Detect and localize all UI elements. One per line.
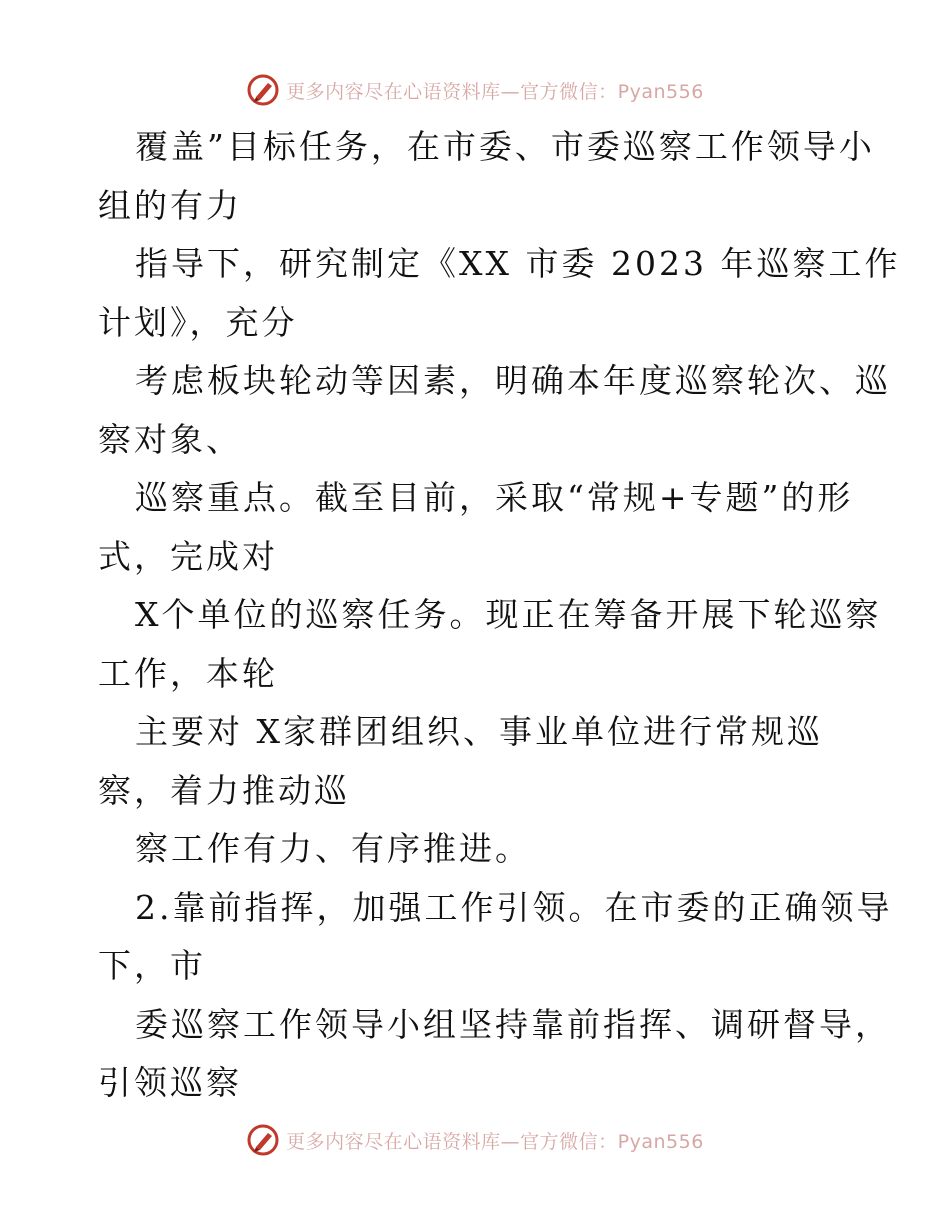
header-banner-text: 更多内容尽在心语资料库—官方微信：Pyan556 [286, 80, 704, 103]
paragraph-line: 巡察重点。截至目前，采取“常规+专题”的形 [135, 478, 854, 517]
pen-logo-icon [246, 73, 280, 107]
paragraph-line: 2.靠前指挥，加强工作引领。在市委的正确领导 [135, 887, 893, 927]
paragraph-line: 察，着力推动巡 [98, 770, 350, 810]
paragraph-line: 主要对 X家群团组织、事业单位进行常规巡 [135, 712, 823, 751]
paragraph-line: 覆盖”目标任务，在市委、市委巡察工作领导小 [135, 127, 875, 166]
paragraph-line: 考虑板块轮动等因素，明确本年度巡察轮次、巡 [135, 361, 891, 400]
paragraph-line: 指导下，研究制定《XX 市委 2023 年巡察工作 [135, 244, 901, 283]
paragraph-line: 工作，本轮 [98, 653, 278, 693]
paragraph-line: 组的有力 [98, 185, 242, 225]
paragraph-line: 式，完成对 [98, 536, 278, 576]
document-body [98, 118, 901, 1113]
paragraph-line: 计划》，充分 [98, 302, 298, 342]
paragraph-line: 察对象、 [98, 419, 242, 459]
pen-logo-icon [246, 1123, 280, 1157]
paragraph-line: 委巡察工作领导小组坚持靠前指挥、调研督导， [135, 1004, 891, 1044]
footer-watermark-banner [0, 1120, 950, 1160]
header-watermark-banner [0, 70, 950, 110]
paragraph-line: 下，市 [98, 946, 206, 985]
paragraph-line: 引领巡察 [98, 1063, 242, 1102]
paragraph-line: 察工作有力、有序推进。 [135, 829, 531, 868]
paragraph-line: X个单位的巡察任务。现正在筹备开展下轮巡察 [135, 595, 882, 634]
footer-banner-text: 更多内容尽在心语资料库—官方微信：Pyan556 [286, 1130, 704, 1153]
